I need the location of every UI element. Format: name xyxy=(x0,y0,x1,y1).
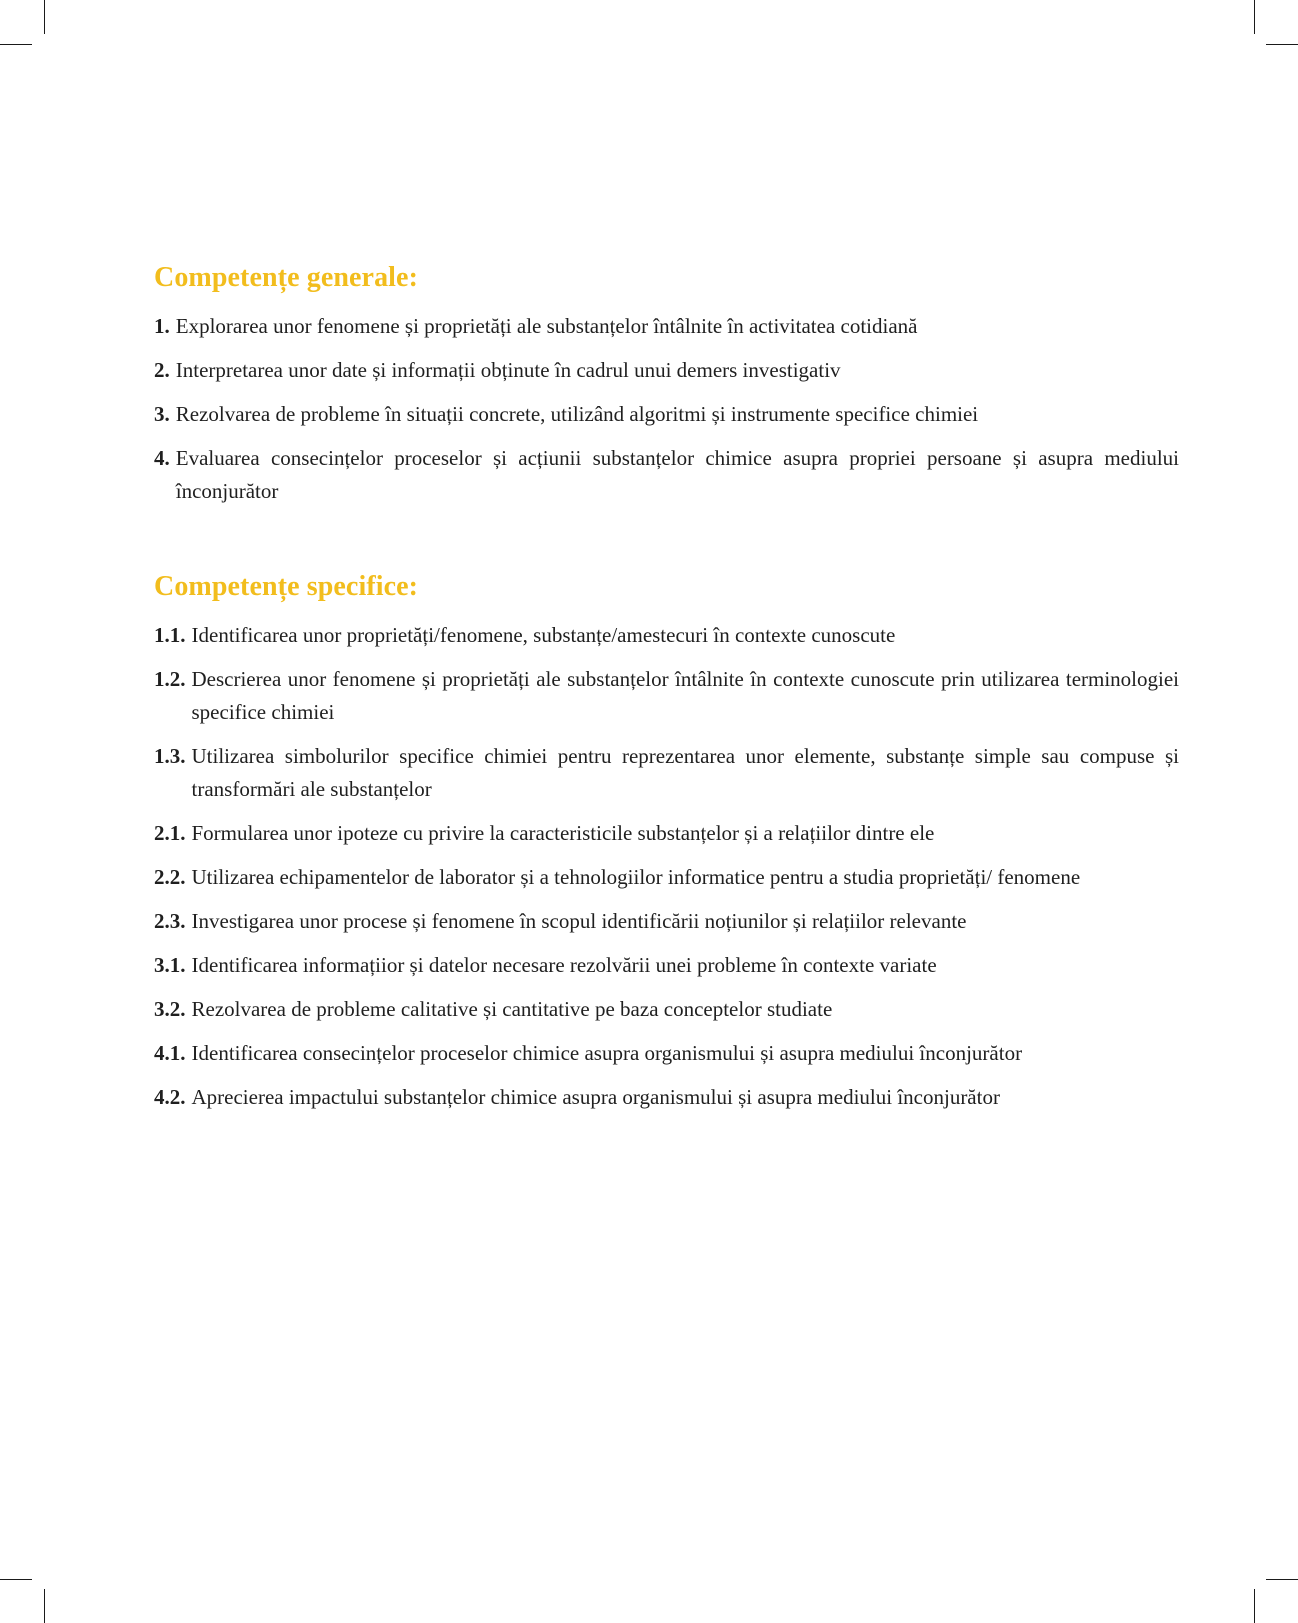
specific-competence-item xyxy=(154,663,1179,729)
specific-competence-item xyxy=(154,993,1179,1026)
item-number: 4. xyxy=(154,446,170,470)
specific-competence-item xyxy=(154,619,1179,652)
section-spacer xyxy=(154,519,1179,571)
crop-mark-top-right-vertical xyxy=(1254,0,1255,34)
item-text: Identificarea consecințelor proceselor chimice asupra organismului și asupra mediului înconjurător xyxy=(191,1041,1023,1065)
item-number: 2.2. xyxy=(154,865,186,889)
item-text: Identificarea unor proprietăți/fenomene, substanțe/amestecuri în contexte cunoscute xyxy=(191,623,896,647)
item-number: 3.1. xyxy=(154,953,186,977)
specific-competence-item xyxy=(154,861,1179,894)
general-competences-section xyxy=(154,262,1179,508)
general-competence-item xyxy=(154,310,1179,343)
item-number: 1. xyxy=(154,314,170,338)
specific-competence-item xyxy=(154,740,1179,806)
item-number: 2.1. xyxy=(154,821,186,845)
item-text: Descrierea unor fenomene și proprietăți ale substanțelor întâlnite în contexte cunoscute prin utilizarea terminologiei specifice chimiei xyxy=(191,667,1179,724)
item-text: Utilizarea echipamentelor de laborator și a tehnologiilor informatice pentru a studia proprietăți/ fenomene xyxy=(191,865,1081,889)
item-text: Explorarea unor fenomene și proprietăți ale substanțelor întâlnite în activitatea cotidiană xyxy=(175,314,918,338)
item-number: 1.1. xyxy=(154,623,186,647)
specific-competences-heading: Competențe specifice: xyxy=(154,571,419,602)
page-content xyxy=(154,262,1179,1125)
item-text: Interpretarea unor date și informații obținute în cadrul unui demers investigativ xyxy=(175,358,841,382)
crop-mark-top-left-vertical xyxy=(44,0,45,34)
specific-competence-item xyxy=(154,905,1179,938)
item-text: Utilizarea simbolurilor specifice chimiei pentru reprezentarea unor elemente, substanțe simple sau compuse și transformări ale substanțelor xyxy=(191,744,1179,801)
crop-mark-top-left-horizontal xyxy=(0,44,32,45)
specific-competence-item xyxy=(154,1081,1179,1114)
item-number: 3.2. xyxy=(154,997,186,1021)
item-number: 2.3. xyxy=(154,909,186,933)
item-number: 4.1. xyxy=(154,1041,186,1065)
item-number: 2. xyxy=(154,358,170,382)
general-competence-item xyxy=(154,398,1179,431)
general-competence-item xyxy=(154,442,1179,508)
crop-mark-bottom-right-horizontal xyxy=(1266,1579,1298,1580)
item-text: Rezolvarea de probleme în situații concrete, utilizând algoritmi și instrumente specifice chimiei xyxy=(175,402,979,426)
item-text: Evaluarea consecințelor proceselor și acțiunii substanțelor chimice asupra propriei persoane și asupra mediului înconjurător xyxy=(175,446,1179,503)
item-number: 1.2. xyxy=(154,667,186,691)
item-text: Rezolvarea de probleme calitative și cantitative pe baza conceptelor studiate xyxy=(191,997,833,1021)
general-competence-item xyxy=(154,354,1179,387)
item-number: 1.3. xyxy=(154,744,186,768)
specific-competence-item xyxy=(154,949,1179,982)
specific-competence-item xyxy=(154,817,1179,850)
item-number: 3. xyxy=(154,402,170,426)
item-text: Formularea unor ipoteze cu privire la caracteristicile substanțelor și a relațiilor dintre ele xyxy=(191,821,935,845)
general-competences-heading: Competențe generale: xyxy=(154,262,419,293)
crop-mark-bottom-right-vertical xyxy=(1254,1589,1255,1623)
crop-mark-bottom-left-vertical xyxy=(44,1589,45,1623)
item-number: 4.2. xyxy=(154,1085,186,1109)
crop-mark-top-right-horizontal xyxy=(1266,44,1298,45)
item-text: Aprecierea impactului substanțelor chimice asupra organismului și asupra mediului înconjurător xyxy=(191,1085,1000,1109)
specific-competences-section xyxy=(154,571,1179,1114)
item-text: Identificarea informațiior și datelor necesare rezolvării unei probleme în contexte variate xyxy=(191,953,937,977)
crop-mark-bottom-left-horizontal xyxy=(0,1579,32,1580)
item-text: Investigarea unor procese și fenomene în scopul identificării noțiunilor și relațiilor relevante xyxy=(191,909,967,933)
specific-competence-item xyxy=(154,1037,1179,1070)
